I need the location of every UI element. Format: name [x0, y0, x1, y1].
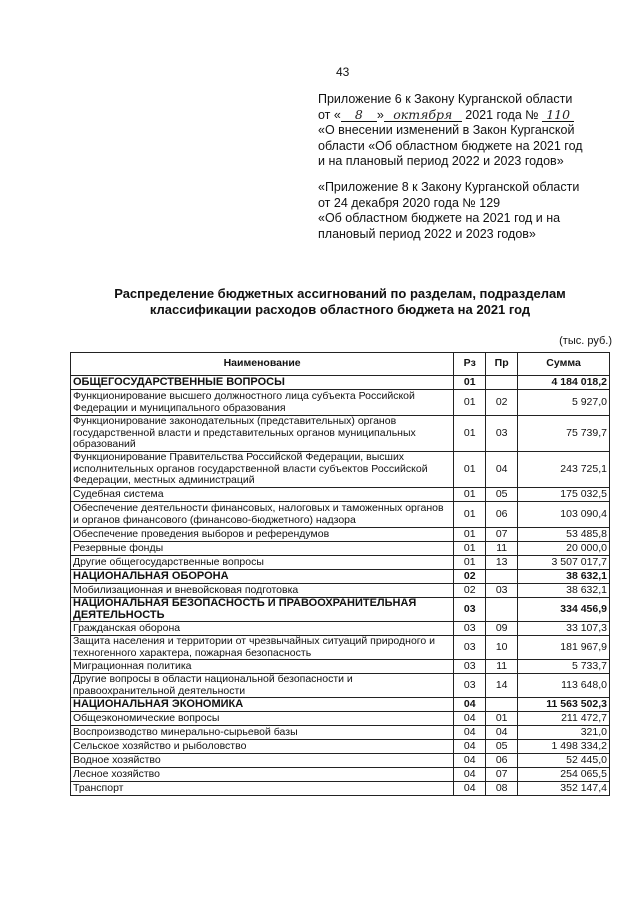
appendix-6-date-line [318, 108, 618, 124]
title-line1: Распределение бюджетных ассигнований по разделам, подразделам [114, 286, 566, 301]
cell-sum: 243 725,1 [518, 452, 610, 488]
cell-pr: 03 [486, 584, 518, 598]
table-row [71, 502, 610, 528]
cell-sum: 181 967,9 [518, 636, 610, 660]
cell-sum: 175 032,5 [518, 488, 610, 502]
appendix-8-block [318, 180, 618, 242]
cell-pr [486, 570, 518, 584]
cell-name: Лесное хозяйство [71, 768, 454, 782]
table-row [71, 488, 610, 502]
section-row [71, 570, 610, 584]
cell-pr: 05 [486, 488, 518, 502]
table-row [71, 528, 610, 542]
section-row [71, 698, 610, 712]
appendix-6-line4: области «Об областном бюджете на 2021 год [318, 138, 583, 153]
cell-rz: 04 [454, 782, 486, 796]
handwritten-month: октября [384, 108, 462, 122]
cell-sum: 75 739,7 [518, 416, 610, 452]
appendix-6-number-sign: № [525, 107, 539, 122]
cell-name: Мобилизационная и вневойсковая подготовка [71, 584, 454, 598]
page-number: 43 [336, 65, 350, 79]
cell-rz: 02 [454, 584, 486, 598]
cell-rz: 01 [454, 488, 486, 502]
cell-rz: 04 [454, 754, 486, 768]
cell-pr: 07 [486, 528, 518, 542]
cell-name: Гражданская оборона [71, 622, 454, 636]
cell-sum: 352 147,4 [518, 782, 610, 796]
table-row [71, 390, 610, 416]
appendix-8-line4: плановый период 2022 и 2023 годов» [318, 226, 536, 241]
cell-name: НАЦИОНАЛЬНАЯ БЕЗОПАСНОСТЬ И ПРАВООХРАНИТЕЛЬНАЯ ДЕЯТЕЛЬНОСТЬ [71, 598, 454, 622]
cell-rz: 01 [454, 528, 486, 542]
appendix-6-year: 2021 года [465, 107, 522, 122]
cell-pr: 09 [486, 622, 518, 636]
cell-sum: 103 090,4 [518, 502, 610, 528]
cell-name: ОБЩЕГОСУДАРСТВЕННЫЕ ВОПРОСЫ [71, 376, 454, 390]
header-rz: Рз [454, 353, 486, 376]
cell-sum: 113 648,0 [518, 674, 610, 698]
cell-rz: 01 [454, 542, 486, 556]
handwritten-day: 8 [341, 108, 377, 122]
cell-sum: 1 498 334,2 [518, 740, 610, 754]
cell-pr [486, 598, 518, 622]
table-header-row [71, 353, 610, 376]
table-row [71, 674, 610, 698]
cell-sum: 20 000,0 [518, 542, 610, 556]
cell-name: Функционирование законодательных (представительных) органов государственной власти и представительных органов муниципальных образований [71, 416, 454, 452]
header-name: Наименование [71, 353, 454, 376]
units-label: (тыс. руб.) [559, 335, 612, 347]
document-title [70, 286, 610, 318]
appendix-8-line1: «Приложение 8 к Закону Курганской области [318, 180, 580, 194]
budget-table [70, 352, 610, 796]
cell-pr: 01 [486, 712, 518, 726]
cell-sum: 33 107,3 [518, 622, 610, 636]
cell-rz: 03 [454, 674, 486, 698]
cell-pr [486, 376, 518, 390]
appendix-6-block [318, 92, 618, 170]
cell-pr: 07 [486, 768, 518, 782]
cell-name: Функционирование высшего должностного лица субъекта Российской Федерации и муниципального образования [71, 390, 454, 416]
appendix-6-line5: и на плановый период 2022 и 2023 годов» [318, 154, 564, 168]
table-row [71, 416, 610, 452]
handwritten-number: 110 [542, 108, 574, 122]
cell-name: НАЦИОНАЛЬНАЯ ОБОРОНА [71, 570, 454, 584]
cell-sum: 38 632,1 [518, 584, 610, 598]
cell-rz: 01 [454, 390, 486, 416]
cell-sum: 53 485,8 [518, 528, 610, 542]
cell-name: Резервные фонды [71, 542, 454, 556]
cell-sum: 5 927,0 [518, 390, 610, 416]
cell-pr: 04 [486, 452, 518, 488]
cell-pr [486, 698, 518, 712]
cell-sum: 334 456,9 [518, 598, 610, 622]
cell-name: Судебная система [71, 488, 454, 502]
cell-pr: 14 [486, 674, 518, 698]
cell-sum: 254 065,5 [518, 768, 610, 782]
appendix-6-quote-close: » [376, 107, 384, 122]
cell-rz: 01 [454, 376, 486, 390]
cell-name: Транспорт [71, 782, 454, 796]
cell-sum: 321,0 [518, 726, 610, 740]
cell-rz: 01 [454, 556, 486, 570]
cell-sum: 3 507 017,7 [518, 556, 610, 570]
section-row [71, 598, 610, 622]
cell-rz: 04 [454, 698, 486, 712]
cell-pr: 11 [486, 542, 518, 556]
cell-rz: 04 [454, 768, 486, 782]
table-row [71, 660, 610, 674]
appendix-8-line3: «Об областном бюджете на 2021 год и на [318, 211, 561, 225]
cell-sum: 52 445,0 [518, 754, 610, 768]
table-row [71, 726, 610, 740]
cell-name: Защита населения и территории от чрезвычайных ситуаций природного и техногенного характера, пожарная безопасность [71, 636, 454, 660]
appendix-8-line2: от 24 декабря 2020 года № 129 [318, 195, 501, 210]
table-body [71, 376, 610, 796]
cell-name: НАЦИОНАЛЬНАЯ ЭКОНОМИКА [71, 698, 454, 712]
cell-pr: 10 [486, 636, 518, 660]
cell-pr: 06 [486, 502, 518, 528]
cell-name: Воспроизводство минерально-сырьевой базы [71, 726, 454, 740]
cell-pr: 03 [486, 416, 518, 452]
table-row [71, 584, 610, 598]
cell-sum: 11 563 502,3 [518, 698, 610, 712]
header-pr: Пр [486, 353, 518, 376]
cell-name: Функционирование Правительства Российской Федерации, высших исполнительных органов государственной власти субъектов Российской Федерации, местных администраций [71, 452, 454, 488]
cell-rz: 03 [454, 598, 486, 622]
cell-rz: 04 [454, 740, 486, 754]
appendix-6-line3: «О внесении изменений в Закон Курганской [318, 123, 575, 137]
cell-pr: 02 [486, 390, 518, 416]
cell-name: Обеспечение проведения выборов и референдумов [71, 528, 454, 542]
title-line2: классификации расходов областного бюджета на 2021 год [149, 302, 531, 317]
header-sum: Сумма [518, 353, 610, 376]
cell-rz: 01 [454, 502, 486, 528]
table-row [71, 622, 610, 636]
appendix-6-from: от [318, 107, 331, 122]
cell-name: Другие общегосударственные вопросы [71, 556, 454, 570]
cell-rz: 03 [454, 636, 486, 660]
cell-name: Миграционная политика [71, 660, 454, 674]
cell-pr: 06 [486, 754, 518, 768]
cell-name: Общеэкономические вопросы [71, 712, 454, 726]
cell-sum: 5 733,7 [518, 660, 610, 674]
cell-rz: 02 [454, 570, 486, 584]
section-row [71, 376, 610, 390]
cell-rz: 03 [454, 622, 486, 636]
cell-pr: 05 [486, 740, 518, 754]
cell-name: Водное хозяйство [71, 754, 454, 768]
table-row [71, 740, 610, 754]
cell-rz: 04 [454, 712, 486, 726]
table-row [71, 636, 610, 660]
cell-sum: 4 184 018,2 [518, 376, 610, 390]
cell-rz: 01 [454, 416, 486, 452]
cell-pr: 11 [486, 660, 518, 674]
cell-rz: 03 [454, 660, 486, 674]
table-row [71, 768, 610, 782]
cell-name: Сельское хозяйство и рыболовство [71, 740, 454, 754]
table-row [71, 542, 610, 556]
cell-sum: 211 472,7 [518, 712, 610, 726]
cell-rz: 04 [454, 726, 486, 740]
table-row [71, 712, 610, 726]
cell-pr: 08 [486, 782, 518, 796]
cell-name: Обеспечение деятельности финансовых, налоговых и таможенных органов и органов финансового (финансово-бюджетного) надзора [71, 502, 454, 528]
cell-sum: 38 632,1 [518, 570, 610, 584]
cell-rz: 01 [454, 452, 486, 488]
table-row [71, 452, 610, 488]
cell-name: Другие вопросы в области национальной безопасности и правоохранительной деятельности [71, 674, 454, 698]
cell-pr: 04 [486, 726, 518, 740]
appendix-6-line1: Приложение 6 к Закону Курганской области [318, 92, 573, 106]
table-row [71, 556, 610, 570]
table-row [71, 754, 610, 768]
table-row [71, 782, 610, 796]
appendix-6-quote-open: « [333, 107, 341, 122]
cell-pr: 13 [486, 556, 518, 570]
